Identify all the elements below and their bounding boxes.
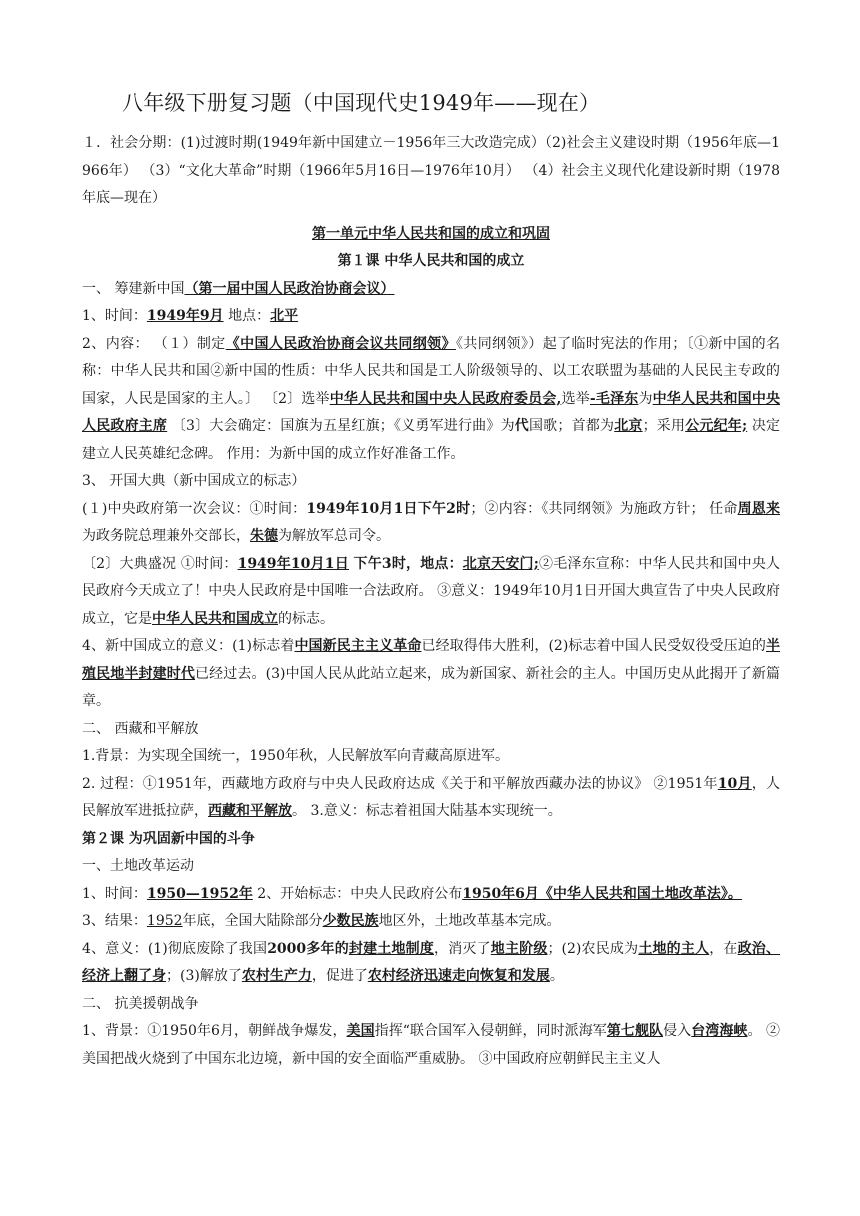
text-run: 第一单元中华人民共和国的成立和巩固 [312, 225, 550, 242]
text-run: 北京 [614, 418, 643, 434]
text-run: 《中国人民政治协商会议共同纲领》 [225, 335, 456, 352]
text-run: ②毛泽东宣称：中华人民共和国中央人民政府今天成立了！中央人民政府是中国唯一合法政府。 ③意义：1949年10月1日开国大典宣告了中央人民政府成立，它是 [82, 555, 781, 627]
text-run: 1、背景：①1950年6月，朝鲜战争爆发， [82, 1023, 347, 1039]
text-run: 中华人民共和国中央人民政府主席 [82, 390, 781, 434]
text-run: 农村经济迅速走向恢复和发展 [367, 968, 550, 984]
text-run: 〔2〕大典盛况 ①时间： [82, 555, 238, 572]
para-significance [82, 633, 780, 716]
text-run: 决定建立人民英雄纪念碑。 作用：为新中国的成立作好准备工作。 [82, 418, 781, 462]
text-run: 国歌；首都为 [528, 418, 615, 434]
unit-heading [82, 221, 780, 249]
text-run: 1949年10月1日下午2时 [306, 500, 471, 517]
para-land-significance [82, 936, 780, 991]
section-korea [82, 991, 780, 1019]
text-run: 4、新中国成立的意义：(1)标志着 [82, 638, 295, 654]
text-run: 地主阶级 [490, 940, 548, 957]
text-run: 美国 [346, 1023, 375, 1039]
text-run: 2. 过程：①1951年，西藏地方政府与中央人民政府达成《关于和平解放西藏办法的协议》 ②1951年 [82, 775, 718, 792]
text-run: 北平 [270, 308, 299, 324]
para-time-place [82, 303, 780, 331]
text-run: ，人民解放军进抵拉萨， [82, 775, 781, 819]
text-run: 周恩来 [737, 500, 780, 517]
text-run: 1949年10月1日 [237, 555, 349, 572]
para-korea-background [82, 1018, 780, 1073]
section-land-reform [82, 853, 780, 881]
para-ceremony-heading [82, 468, 780, 496]
text-run: 中华人民共和国中央人民政府委员会, [329, 390, 562, 407]
text-run: 地区外，土地改革基本完成。 [378, 913, 561, 929]
text-run: 政治、经济上翻了身 [82, 940, 780, 984]
text-run: 1949年9月 [146, 308, 224, 324]
text-run: 为解放军总司令。 [278, 528, 390, 544]
text-run: 为 [638, 390, 653, 407]
para-content [82, 331, 780, 469]
text-run: 一、 筹建新中国 [82, 280, 185, 297]
para-land-time [82, 881, 780, 909]
para-first-meeting [82, 496, 780, 551]
lesson-1-heading [82, 248, 780, 276]
text-run: 。 ②美国把战火烧到了中国东北边境，新中国的安全面临严重威胁。 ③中国政府应朝鲜民主主义人 [82, 1023, 781, 1067]
para-tibet-process [82, 771, 780, 826]
text-run: 2、开始标志：中央人民政府公布 [252, 885, 463, 902]
text-run: 选举 [561, 390, 590, 407]
text-run: 第七舰队 [606, 1023, 664, 1039]
lesson-2-heading [82, 826, 780, 854]
text-run: 《共同纲领》）起了临时宪法的作用；〔①新中国的名称：中华人民共和国②新中国的性质：中华人民共和国是工人阶级领导的、以工农联盟为基础的人民民主专政的国家，人民是国家的主人。〕 〔2〕选举 [82, 335, 781, 407]
text-run: 农村生产力 [241, 968, 312, 984]
para-tibet-background [82, 743, 780, 771]
text-run: 第２课 为巩固新中国的斗争 [82, 830, 255, 847]
text-run: １．社会分期：(1)过渡时期(1949年新中国建立－1956年三大改造完成）（2)社会主义建设时期（1956年底—1966年） （3）“文化大革命”时期（1966年5月16日—1976年10月） （4）社会主义现代化建设新时期（1978年底—现在） [82, 135, 780, 206]
text-run: 10月 [717, 775, 752, 792]
document-body [82, 130, 780, 1073]
text-run: 1、时间： [82, 885, 147, 902]
text-run: ，促进了 [311, 968, 368, 984]
text-run: 西藏和平解放 [208, 803, 292, 819]
text-run: 指挥“联合国军入侵朝鲜，同时派海军 [374, 1023, 607, 1039]
text-run: 封建土地制度 [348, 940, 435, 957]
text-run: 年底，全国大陆除部分 [182, 913, 323, 929]
text-run: 中华人民共和国成立 [152, 610, 278, 627]
para-periods [82, 130, 780, 213]
text-run: ；(2)农民成为 [547, 940, 639, 957]
text-run: 代 [514, 418, 529, 434]
text-run: 2、内容： （１）制定 [82, 335, 226, 352]
text-run: 下午3时，地点： [353, 555, 463, 572]
text-run: （第一届中国人民政治协商会议） [184, 280, 395, 297]
text-run: 为政务院总理兼外交部长， [82, 528, 250, 544]
text-run: 二、 抗美援朝战争 [82, 995, 199, 1012]
text-run: 的标志。 [278, 610, 334, 627]
text-run: ；②内容：《共同纲领》为施政方针； 任命 [470, 500, 738, 517]
text-run: 少数民族 [322, 913, 379, 929]
text-run: 1、时间： [82, 308, 147, 324]
text-run: 北京天安门; [462, 555, 539, 572]
text-run: 1952 [146, 913, 183, 929]
text-run: 土地的主人 [638, 940, 710, 957]
text-run: 台湾海峡 [691, 1023, 748, 1039]
text-run: 3、 开国大典（新中国成立的标志） [82, 473, 306, 489]
text-run: ；(3)解放了 [166, 968, 242, 984]
text-run: 一、土地改革运动 [82, 858, 194, 874]
text-run: 2000多年的 [267, 940, 349, 957]
text-run: 半殖民地半封建时代 [82, 638, 780, 682]
text-run: 公元纪年; [685, 418, 748, 434]
text-run: (１)中央政府第一次会议：①时间： [82, 500, 307, 517]
text-run: 侵入 [663, 1023, 692, 1039]
text-run: 已经取得伟大胜利，(2)标志着中国人民受奴役受压迫的 [421, 638, 766, 654]
text-run: 〔3〕大会确定：国旗为五星红旗；《义勇军进行曲》为 [167, 418, 515, 434]
text-run: ，在 [709, 940, 738, 957]
para-ceremony [82, 551, 780, 634]
text-run: -毛泽东 [589, 390, 639, 407]
text-run: 朱德 [250, 528, 278, 544]
text-run: 中国新民主主义革命 [294, 638, 422, 654]
text-run: 1950年6月《中华人民共和国土地改革法》。 [462, 885, 742, 902]
document-title: 八年级下册复习题（中国现代史1949年——现在） [122, 91, 601, 115]
text-run: ；采用 [642, 418, 686, 434]
text-run: 1950—1952年 [146, 885, 253, 902]
section-2-heading [82, 716, 780, 744]
text-run: 3、结果： [82, 913, 147, 929]
text-run: 已经过去。(3)中国人民从此站立起来，成为新国家、新社会的主人。中国历史从此揭开了新篇章。 [82, 665, 780, 709]
text-run: 。 [549, 968, 564, 984]
text-run: 地点： [223, 308, 271, 324]
text-run: 第１课 中华人民共和国的成立 [337, 253, 525, 269]
text-run: 。 3.意义：标志着祖国大陆基本实现统一。 [292, 803, 562, 819]
text-run: 4、意义：(1)彻底废除了我国 [82, 940, 268, 957]
text-run: ，消灭了 [434, 940, 491, 957]
section-1-heading [82, 276, 780, 304]
text-run: 二、 西藏和平解放 [82, 720, 199, 737]
text-run: 1.背景：为实现全国统一，1950年秋，人民解放军向青藏高原进军。 [82, 748, 509, 764]
para-land-result [82, 908, 780, 936]
